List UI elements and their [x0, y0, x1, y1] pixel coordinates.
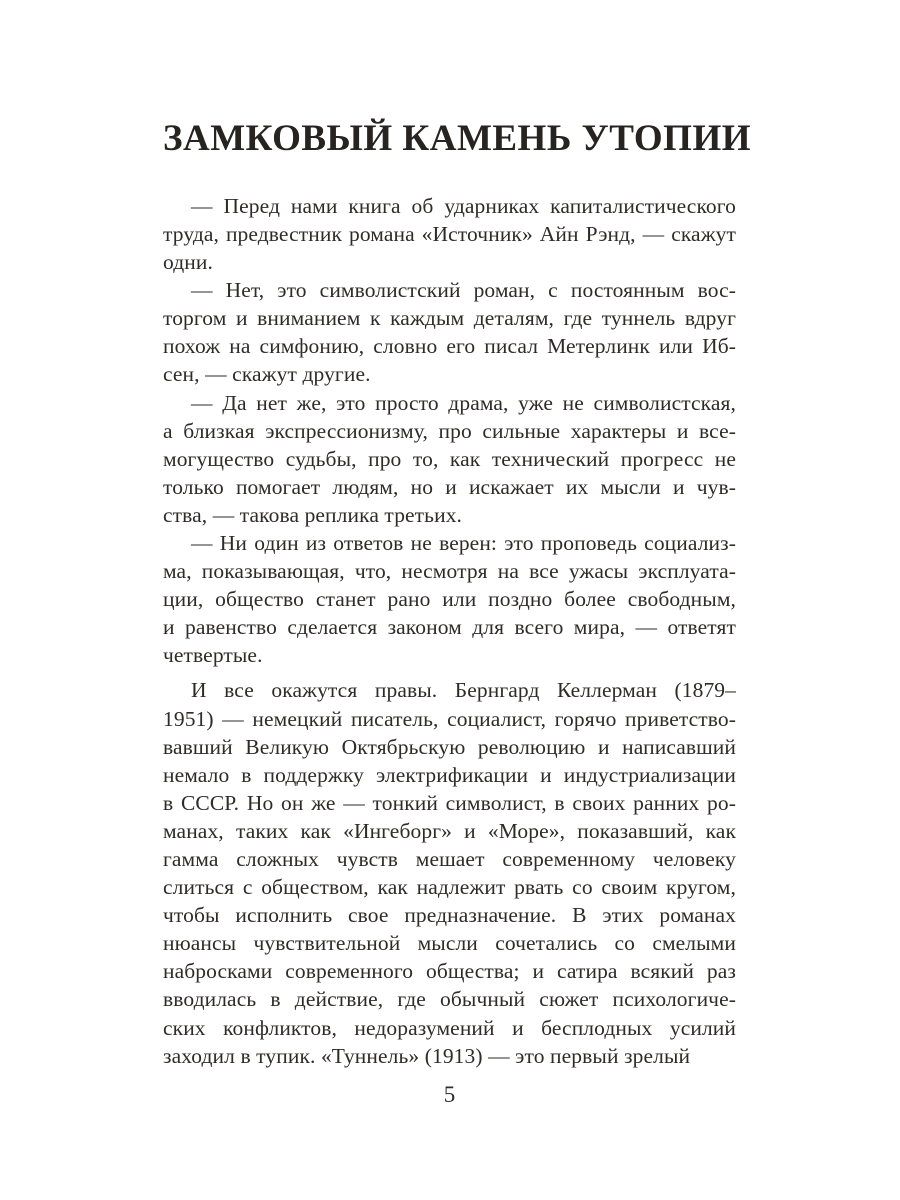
text-line: — Перед нами книга об ударниках капиталистического [191, 193, 736, 218]
page-number: 5 [443, 1082, 456, 1107]
text-line: — Ни один из ответов не верен: это проповедь социализ- [191, 530, 736, 555]
text-line: а близкая экспрессионизму, про сильные характеры и все- [163, 418, 736, 443]
text-line: манах, таких как «Ингеборг» и «Море», показавший, как [163, 818, 736, 843]
text-line: чтобы исполнить свое предназначение. В этих романах [163, 903, 736, 928]
paragraph [163, 192, 736, 276]
text-line: И все окажутся правы. Бернгард Келлерман (1879– [191, 678, 736, 703]
text-line: ства, — такова реплика третьих. [163, 502, 463, 527]
text-line: сен, — скажут другие. [163, 362, 371, 387]
text-line: похож на симфонию, словно его писал Метерлинк или Иб- [163, 334, 736, 359]
text-line: ции, общество станет рано или поздно более свободным, [163, 587, 736, 612]
text-line: немало в поддержку электрификации и индустриализации [163, 762, 736, 787]
text-line: могущество судьбы, про то, как технический прогресс не [163, 446, 736, 471]
text-line: торгом и вниманием к каждым деталям, где туннель вдруг [163, 306, 736, 331]
text-line: 1951) — немецкий писатель, социалист, горячо приветство- [163, 706, 736, 731]
chapter-title: ЗАМКОВЫЙ КАМЕНЬ УТОПИИ [163, 118, 752, 159]
text-line: и равенство сделается законом для всего мира, — ответят [163, 615, 736, 640]
text-line: слиться с обществом, как надлежит рвать со своим кругом, [163, 875, 736, 900]
text-line: четвертые. [163, 643, 263, 668]
text-line: нюансы чувствительной мысли сочетались со смелыми [163, 931, 736, 956]
text-line: заходил в тупик. «Туннель» (1913) — это первый зрелый [163, 1043, 691, 1068]
paragraph [163, 529, 736, 669]
text-line: одни. [163, 250, 213, 275]
text-line: ма, показывающая, что, несмотря на все ужасы эксплуата- [163, 559, 736, 584]
paragraph [163, 676, 736, 1069]
text-line: набросками современного общества; и сатира всякий раз [163, 959, 736, 984]
text-line: ских конфликтов, недоразумений и бесплодных усилий [163, 1015, 736, 1040]
paragraph [163, 276, 736, 388]
text-line: — Да нет же, это просто драма, уже не символистская, [191, 390, 736, 415]
text-line: вводилась в действие, где обычный сюжет психологиче- [163, 987, 736, 1012]
text-line: в СССР. Но он же — тонкий символист, в своих ранних ро- [163, 790, 736, 815]
text-block [163, 118, 752, 1070]
text-line: гамма сложных чувств мешает современному человеку [163, 847, 736, 871]
text-line: вавший Великую Октябрьскую революцию и написавший [163, 734, 736, 759]
text-line: только помогает людям, но и искажает их мысли и чув- [163, 474, 736, 499]
text-line: труда, предвестник романа «Источник» Айн Рэнд, — скажут [163, 221, 736, 246]
text-line: — Нет, это символистский роман, с постоянным вос- [191, 278, 736, 303]
paragraph [163, 389, 736, 529]
